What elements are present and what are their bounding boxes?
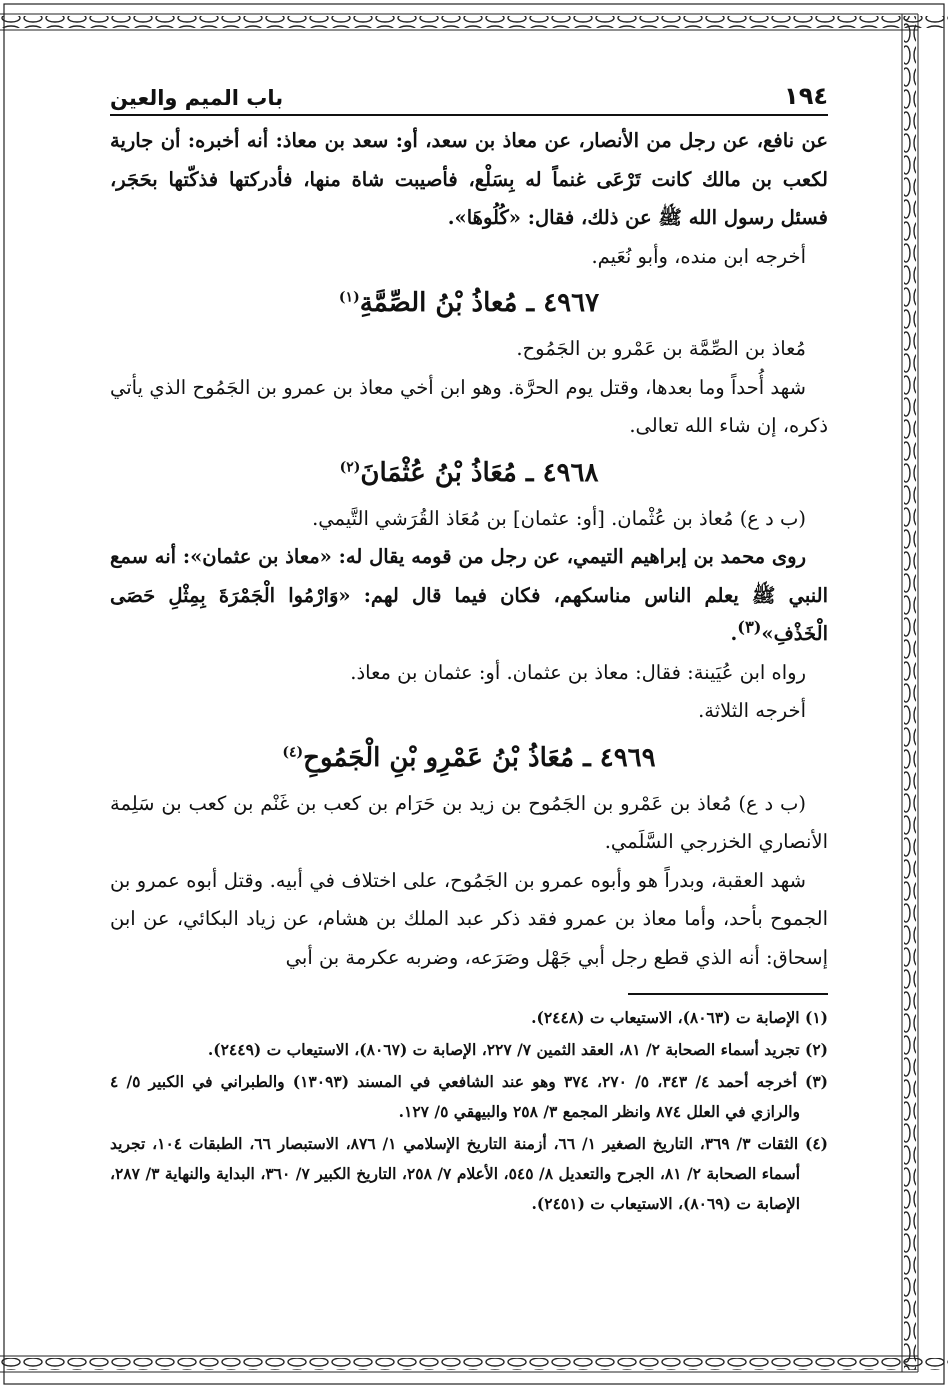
footnote-4: (٤) الثقات ٣/ ٣٦٩، التاريخ الصغير ١/ ٦٦، أزمنة التاريخ الإسلامي ١/ ٨٧٦، الاستبصار ٦٦، الطبقات ١٠٤، تجريد أسماء الصحابة ٢/ ٨١، الجرح والتعديل ٨/ ٥٤٥، الأعلام ٧/ ٢٥٨، التاريخ الكبير ٧/ ٣٦٠، البداية والنهاية ٣/ ٢٨٧، الإصابة ت (٨٠٦٩)، الاستيعاب ت (٢٤٥١). bbox=[110, 1134, 828, 1213]
entry-title-text: ٤٩٦٩ ـ مُعَاذُ بْنُ عَمْرِو بْنِ الْجَمُوحِ bbox=[303, 742, 656, 773]
footnote-3: (٣) أخرجه أحمد ٤/ ٣٤٣، ٥/ ٢٧٠، ٣٧٤ وهو عند الشافعي في المسند (١٣٠٩٣) والطبراني في الكبير ٥/ ٤ والرازي في العلل ٨٧٤ وانظر المجمع ٣/ ٢٥٨ والبيهقي ٥/ ١٢٧. bbox=[110, 1072, 829, 1121]
paragraph: (ب د ع) مُعاذ بن عَمْرو بن الجَمُوح بن زيد بن حَرَام بن كعب بن غَنْم بن كعب بن سَلِمة الأنصاري الخزرجي السَّلَمي. bbox=[110, 791, 828, 853]
entry-heading-4967 bbox=[110, 280, 828, 326]
paragraph: رواه ابن عُيَينة: فقال: معاذ بن عثمان. أو: عثمان بن معاذ. bbox=[350, 660, 806, 684]
footnote-1: (١) الإصابة ت (٨٠٦٣)، الاستيعاب ت (٢٤٤٨). bbox=[531, 1008, 828, 1027]
paragraph: مُعاذ بن الصِّمَّة بن عَمْرو بن الجَمُوح. bbox=[516, 337, 806, 360]
paragraph: روى محمد بن إبراهيم التيمي، عن رجل من قومه يقال له: «معاذ بن عثمان»: أنه سمع النبي ﷺ يعلم الناس مناسكهم، فكان فيما قال لهم: «وَارْمُوا الْجَمْرَةَ بِمِثْلِ حَصَى الْخَذْفِ»$^{(٣)}$. bbox=[110, 545, 828, 645]
page-number: ١٩٤ bbox=[784, 82, 828, 110]
main-text bbox=[110, 122, 828, 977]
footnote-2: (٢) تجريد أسماء الصحابة ٢/ ٨١، العقد الثمين ٧/ ٢٢٧، الإصابة ت (٨٠٦٧)، الاستيعاب ت (٢٤٤٩). bbox=[207, 1040, 828, 1059]
entry-heading-4968 bbox=[110, 450, 828, 496]
paragraph: عن نافع، عن رجل من الأنصار، عن معاذ بن سعد، أو: سعد بن معاذ: أنه أخبره: أن جارية لكعب بن مالك كانت تَرْعَى غنماً له بِسَلْع، فأصيبت شاة منها، فأدركتها فذكّتها بحَجَر، فسئل رسول الله ﷺ عن ذلك، فقال: «كُلُوهَا». bbox=[110, 129, 828, 229]
footnotes bbox=[110, 1003, 828, 1219]
running-header bbox=[110, 80, 828, 116]
running-title: باب الميم والعين bbox=[110, 86, 284, 110]
entry-title-text: ٤٩٦٨ ـ مُعَاذُ بْنُ عُثْمَانَ bbox=[360, 457, 599, 488]
paragraph: شهد أُحداً وما بعدها، وقتل يوم الحرَّة. وهو ابن أخي معاذ بن عمرو بن الجَمُوح الذي يأتي ذكره، إن شاء الله تعالى. bbox=[110, 375, 828, 437]
footnote-ref: (٤) bbox=[282, 743, 304, 760]
paragraph: (ب د ع) مُعاذ بن عُثْمان. [أو: عثمان] بن مُعَاذ القُرَشي التَّيمي. bbox=[312, 506, 806, 530]
paragraph: أخرجه الثلاثة. bbox=[698, 699, 806, 722]
book-page bbox=[110, 80, 828, 1330]
footnote-ref: (٢) bbox=[339, 458, 361, 475]
paragraph: أخرجه ابن منده، وأبو نُعَيم. bbox=[591, 244, 806, 268]
paragraph-text: روى محمد بن إبراهيم التيمي، عن رجل من قومه يقال له: «معاذ بن عثمان»: أنه سمع النبي ﷺ يعلم الناس مناسكهم، فكان فيما قال لهم: «وَارْمُوا الْجَمْرَةَ بِمِثْلِ حَصَى الْخَذْفِ» bbox=[110, 545, 828, 645]
entry-heading-4969 bbox=[110, 735, 828, 781]
footnote-separator bbox=[628, 993, 828, 995]
footnote-ref: (٣) bbox=[737, 617, 762, 637]
footnote-ref: (١) bbox=[338, 289, 360, 306]
paragraph: شهد العقبة، وبدراً هو وأبوه عمرو بن الجَمُوح، على اختلاف في أبيه. وقتل أبوه عمرو بن الجموح بأحد، وأما معاذ بن عمرو فقد ذكر عبد الملك بن هشام، عن زياد البكائي، عن ابن إسحاق: أنه الذي قطع رجل أبي جَهْل وصَرَعه، وضربه عكرمة بن أبي bbox=[110, 868, 828, 969]
entry-title-text: ٤٩٦٧ ـ مُعاذُ بْنُ الصِّمَّةِ bbox=[359, 288, 600, 318]
